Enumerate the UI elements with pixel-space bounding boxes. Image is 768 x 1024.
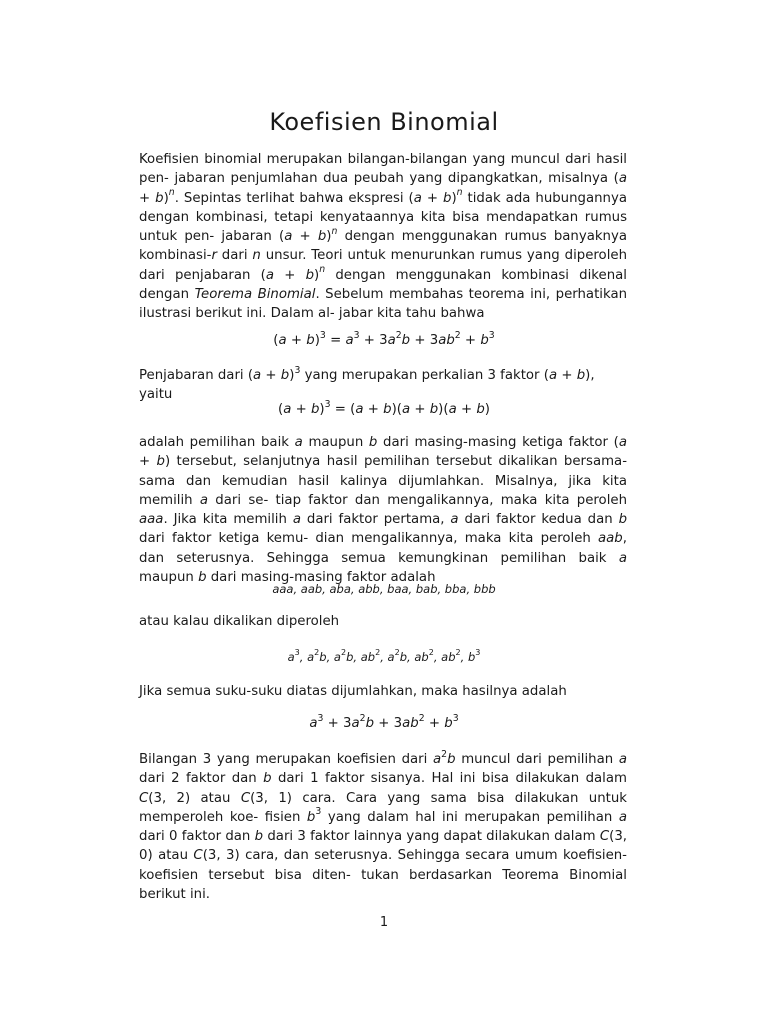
math-sup: 2: [455, 648, 461, 658]
math-sup: 3: [315, 806, 322, 818]
math-text: )(: [438, 402, 449, 417]
math-var: ab: [360, 650, 376, 664]
math-var: b: [399, 650, 408, 664]
math-var: b: [155, 190, 164, 206]
text: yang merupakan perkalian 3 faktor (: [300, 368, 549, 383]
math-var: a: [253, 368, 262, 383]
math-sup: n: [331, 225, 338, 237]
math-text: + 3: [359, 333, 388, 348]
math-var: b: [305, 267, 315, 283]
paragraph-multiplied: [139, 612, 627, 631]
math-sup: 3: [317, 712, 324, 724]
math-text: = (: [330, 402, 356, 417]
math-text: +: [291, 402, 311, 417]
text: ): [163, 190, 169, 206]
text: , dan seterusnya. Sehingga semua kemungkinan pemilihan baik: [139, 531, 627, 566]
text: Penjabaran dari (: [139, 368, 254, 383]
text: ): [326, 229, 332, 245]
math-var: b: [306, 809, 316, 825]
math-var: b: [306, 333, 315, 348]
math-sup: 3: [488, 329, 495, 341]
math-sup: 2: [441, 748, 448, 760]
math-var: a: [284, 229, 293, 245]
math-var: b: [346, 650, 354, 664]
math-var: b: [480, 333, 489, 348]
math-var: b: [383, 402, 392, 417]
text: dari: [216, 248, 253, 264]
text: tidak ada hubungannya dengan kombinasi, tetapi kenyataannya kita bisa mendapatkan rumus untuk pen- jabaran (: [139, 190, 628, 245]
equation-product-list: [0, 648, 768, 667]
text: +: [139, 454, 157, 470]
text: +: [292, 229, 318, 245]
equation-sum: [0, 714, 768, 733]
math-var: b: [401, 333, 411, 348]
math-var: b: [263, 771, 272, 787]
math-text: ): [314, 333, 320, 348]
math-text: ,: [407, 650, 415, 664]
math-var: C: [193, 848, 203, 864]
math-var: b: [365, 716, 375, 731]
math-var: ab: [438, 333, 455, 348]
math-var: a: [618, 752, 627, 767]
text: (3, 0) atau: [139, 829, 628, 864]
paragraph-coefficient: [139, 750, 627, 904]
math-var: b: [310, 402, 320, 417]
math-var: a: [401, 402, 411, 417]
text: dari faktor kedua dan: [458, 512, 619, 528]
math-text: ,: [380, 650, 388, 664]
math-var: ab: [402, 716, 419, 731]
math-sup: 3: [475, 648, 481, 658]
math-text: +: [410, 402, 430, 417]
text: Jika semua suku-suku diatas dijumlahkan, maka hasilnya adalah: [139, 684, 567, 699]
math-text: ,: [460, 650, 468, 664]
math-text: ,: [326, 650, 334, 664]
paragraph-intro: [139, 150, 627, 324]
text: . Jika kita memilih: [163, 512, 293, 528]
text: +: [421, 190, 443, 206]
math-sup: n: [456, 187, 463, 199]
text: +: [557, 368, 577, 383]
math-sup: n: [319, 264, 326, 276]
text: dari masing-masing faktor adalah: [206, 570, 436, 586]
math-var: C: [599, 829, 610, 845]
math-sup: 3: [294, 648, 300, 658]
math-var: a: [618, 171, 627, 187]
equation-selection-list: [0, 580, 768, 599]
text: muncul dari pemilihan: [455, 752, 619, 767]
text: ): [451, 190, 457, 206]
text: ): [289, 368, 295, 383]
math-var: b: [156, 454, 165, 470]
math-text: +: [363, 402, 384, 417]
math-text: + 3: [323, 716, 352, 731]
paragraph-factor-intro: [139, 366, 627, 405]
math-sup: 3: [353, 329, 360, 341]
math-var: b: [476, 402, 485, 417]
math-sup: 3: [452, 712, 459, 724]
math-sup: 2: [428, 648, 434, 658]
math-sup: 2: [454, 329, 461, 341]
math-var: a: [618, 435, 627, 450]
math-var: C: [139, 790, 149, 806]
math-var: b: [467, 650, 476, 664]
math-var: b: [576, 368, 586, 383]
math-var: a: [450, 512, 459, 528]
math-var: b: [368, 435, 378, 450]
math-var: b: [429, 402, 439, 417]
text: dengan menggunakan rumus banyaknya kombinasi-: [139, 229, 627, 264]
math-var: b: [317, 229, 327, 245]
math-var: a: [345, 333, 354, 348]
math-text: +: [286, 333, 307, 348]
text: dari se- tiap faktor dan mengalikannya, maka kita peroleh: [208, 492, 627, 508]
math-var: a: [433, 752, 442, 767]
text: (3, 1) cara. Cara yang sama bisa dilakukan untuk memperoleh koe- fisien: [139, 790, 627, 825]
math-text: ,: [353, 650, 361, 664]
text: adalah pemilihan baik: [139, 435, 295, 450]
math-var: b: [254, 829, 264, 845]
text: maupun: [139, 570, 199, 586]
math-var: a: [292, 512, 301, 528]
text: . Sepintas terlihat bahwa ekspresi (: [174, 190, 414, 206]
text: ), yaitu: [139, 368, 595, 403]
math-var: a: [283, 402, 292, 417]
math-text: +: [424, 716, 445, 731]
equation-product-factors: [0, 400, 768, 419]
math-text: ,: [433, 650, 442, 664]
text: unsur. Teori untuk menurunkan rumus yang diperoleh dari penjabaran (: [139, 248, 627, 283]
math-var: a: [548, 368, 558, 383]
math-var: a: [309, 716, 318, 731]
emphasis-text: Teorema Binomial: [194, 287, 316, 303]
math-var: a: [265, 267, 275, 283]
math-var: a: [387, 333, 396, 348]
text: yang dalam hal ini merupakan pemilihan: [321, 809, 619, 825]
math-text: +: [460, 333, 481, 348]
math-sup: 2: [418, 712, 425, 724]
text: dari 3 faktor lainnya yang dapat dilakukan dalam: [263, 829, 600, 845]
text: Koefisien binomial merupakan bilangan-bilangan yang muncul dari hasil pen- jabaran penjumlahan dua peubah yang dipangkatkan, misalnya (: [139, 152, 627, 187]
math-var: a: [448, 402, 457, 417]
text: +: [139, 190, 156, 206]
math-sup: 3: [324, 398, 331, 410]
text: (3, 3) cara, dan seterusnya. Sehingga secara umum koefisien-koefisien tersebut bisa diten- tukan berdasarkan Teorema Binomial berikut ini.: [139, 848, 627, 903]
math-var: b: [198, 570, 207, 586]
page-title: Koefisien Binomial: [269, 108, 499, 137]
math-var: b: [444, 716, 453, 731]
math-sup: 2: [359, 712, 366, 724]
text: dengan menggunakan kombinasi dikenal dengan: [139, 267, 627, 303]
math-var: b: [442, 190, 452, 206]
math-var: a: [294, 435, 303, 450]
math-sup: 2: [394, 648, 400, 658]
paragraph-sum-result: [139, 682, 627, 701]
text: dari 1 faktor sisanya. Hal ini bisa dilakukan dalam: [271, 771, 627, 787]
text: ): [314, 267, 320, 283]
math-var: aaa: [139, 512, 164, 528]
math-sup: 2: [395, 329, 402, 341]
math-var: aaa, aab, aba, abb, baa, bab, bba, bbb: [272, 582, 496, 596]
math-var: a: [287, 650, 295, 664]
page-number: 1: [379, 915, 389, 930]
math-var: a: [387, 650, 395, 664]
math-var: a: [355, 402, 364, 417]
math-text: =: [325, 333, 346, 348]
math-text: ): [319, 402, 325, 417]
text: atau kalau dikalikan diperoleh: [139, 614, 340, 629]
math-text: (: [278, 402, 284, 417]
math-var: b: [618, 512, 628, 528]
math-var: ab: [414, 650, 429, 664]
math-var: a: [351, 716, 360, 731]
math-text: (: [273, 333, 279, 348]
text: +: [261, 368, 281, 383]
math-sup: 2: [314, 648, 320, 658]
math-var: a: [199, 492, 209, 508]
text: ) tersebut, selanjutnya hasil pemilihan tersebut dikalikan bersama-sama dan kemudian hasil kalinya dijumlahkan. Misalnya, jika kita memilih: [139, 454, 627, 508]
math-sup: 2: [375, 648, 381, 658]
math-text: ,: [299, 650, 308, 664]
math-var: n: [252, 248, 261, 264]
math-text: + 3: [410, 333, 439, 348]
math-var: C: [240, 790, 251, 806]
math-sup: n: [168, 187, 175, 199]
math-var: r: [211, 248, 217, 264]
math-var: a: [278, 333, 287, 348]
math-sup: 3: [319, 329, 326, 341]
math-text: +: [456, 402, 477, 417]
math-var: ab: [441, 650, 456, 664]
math-sup: 2: [340, 648, 347, 658]
math-var: b: [280, 368, 290, 383]
math-var: a: [333, 650, 341, 664]
text: dari masing-masing ketiga faktor (: [377, 435, 619, 450]
math-sup: 3: [294, 364, 301, 376]
text: (3, 2) atau: [148, 790, 241, 806]
text: maupun: [302, 435, 369, 450]
text: +: [274, 267, 306, 283]
math-var: a: [618, 809, 627, 825]
text: Bilangan 3 yang merupakan koefisien dari: [139, 752, 433, 767]
math-var: b: [447, 752, 456, 767]
text: dari 0 faktor dan: [139, 829, 255, 845]
math-var: a: [413, 190, 422, 206]
text: dari faktor ketiga kemu- dian mengalikannya, maka kita peroleh: [139, 531, 599, 547]
math-var: aab: [598, 531, 623, 547]
math-text: )(: [391, 402, 402, 417]
text: . Sebelum membahas teorema ini, perhatikan ilustrasi berikut ini. Dalam al- jabar kita tahu bahwa: [139, 287, 628, 322]
text: dari faktor pertama,: [300, 512, 451, 528]
math-var: a: [618, 550, 627, 566]
math-var: b: [319, 650, 327, 664]
paragraph-selection: [139, 433, 627, 587]
equation-cube-expansion: [0, 331, 768, 350]
math-text: ): [484, 402, 490, 417]
math-var: a: [307, 650, 315, 664]
text: dari 2 faktor dan: [139, 771, 264, 787]
math-text: + 3: [374, 716, 403, 731]
